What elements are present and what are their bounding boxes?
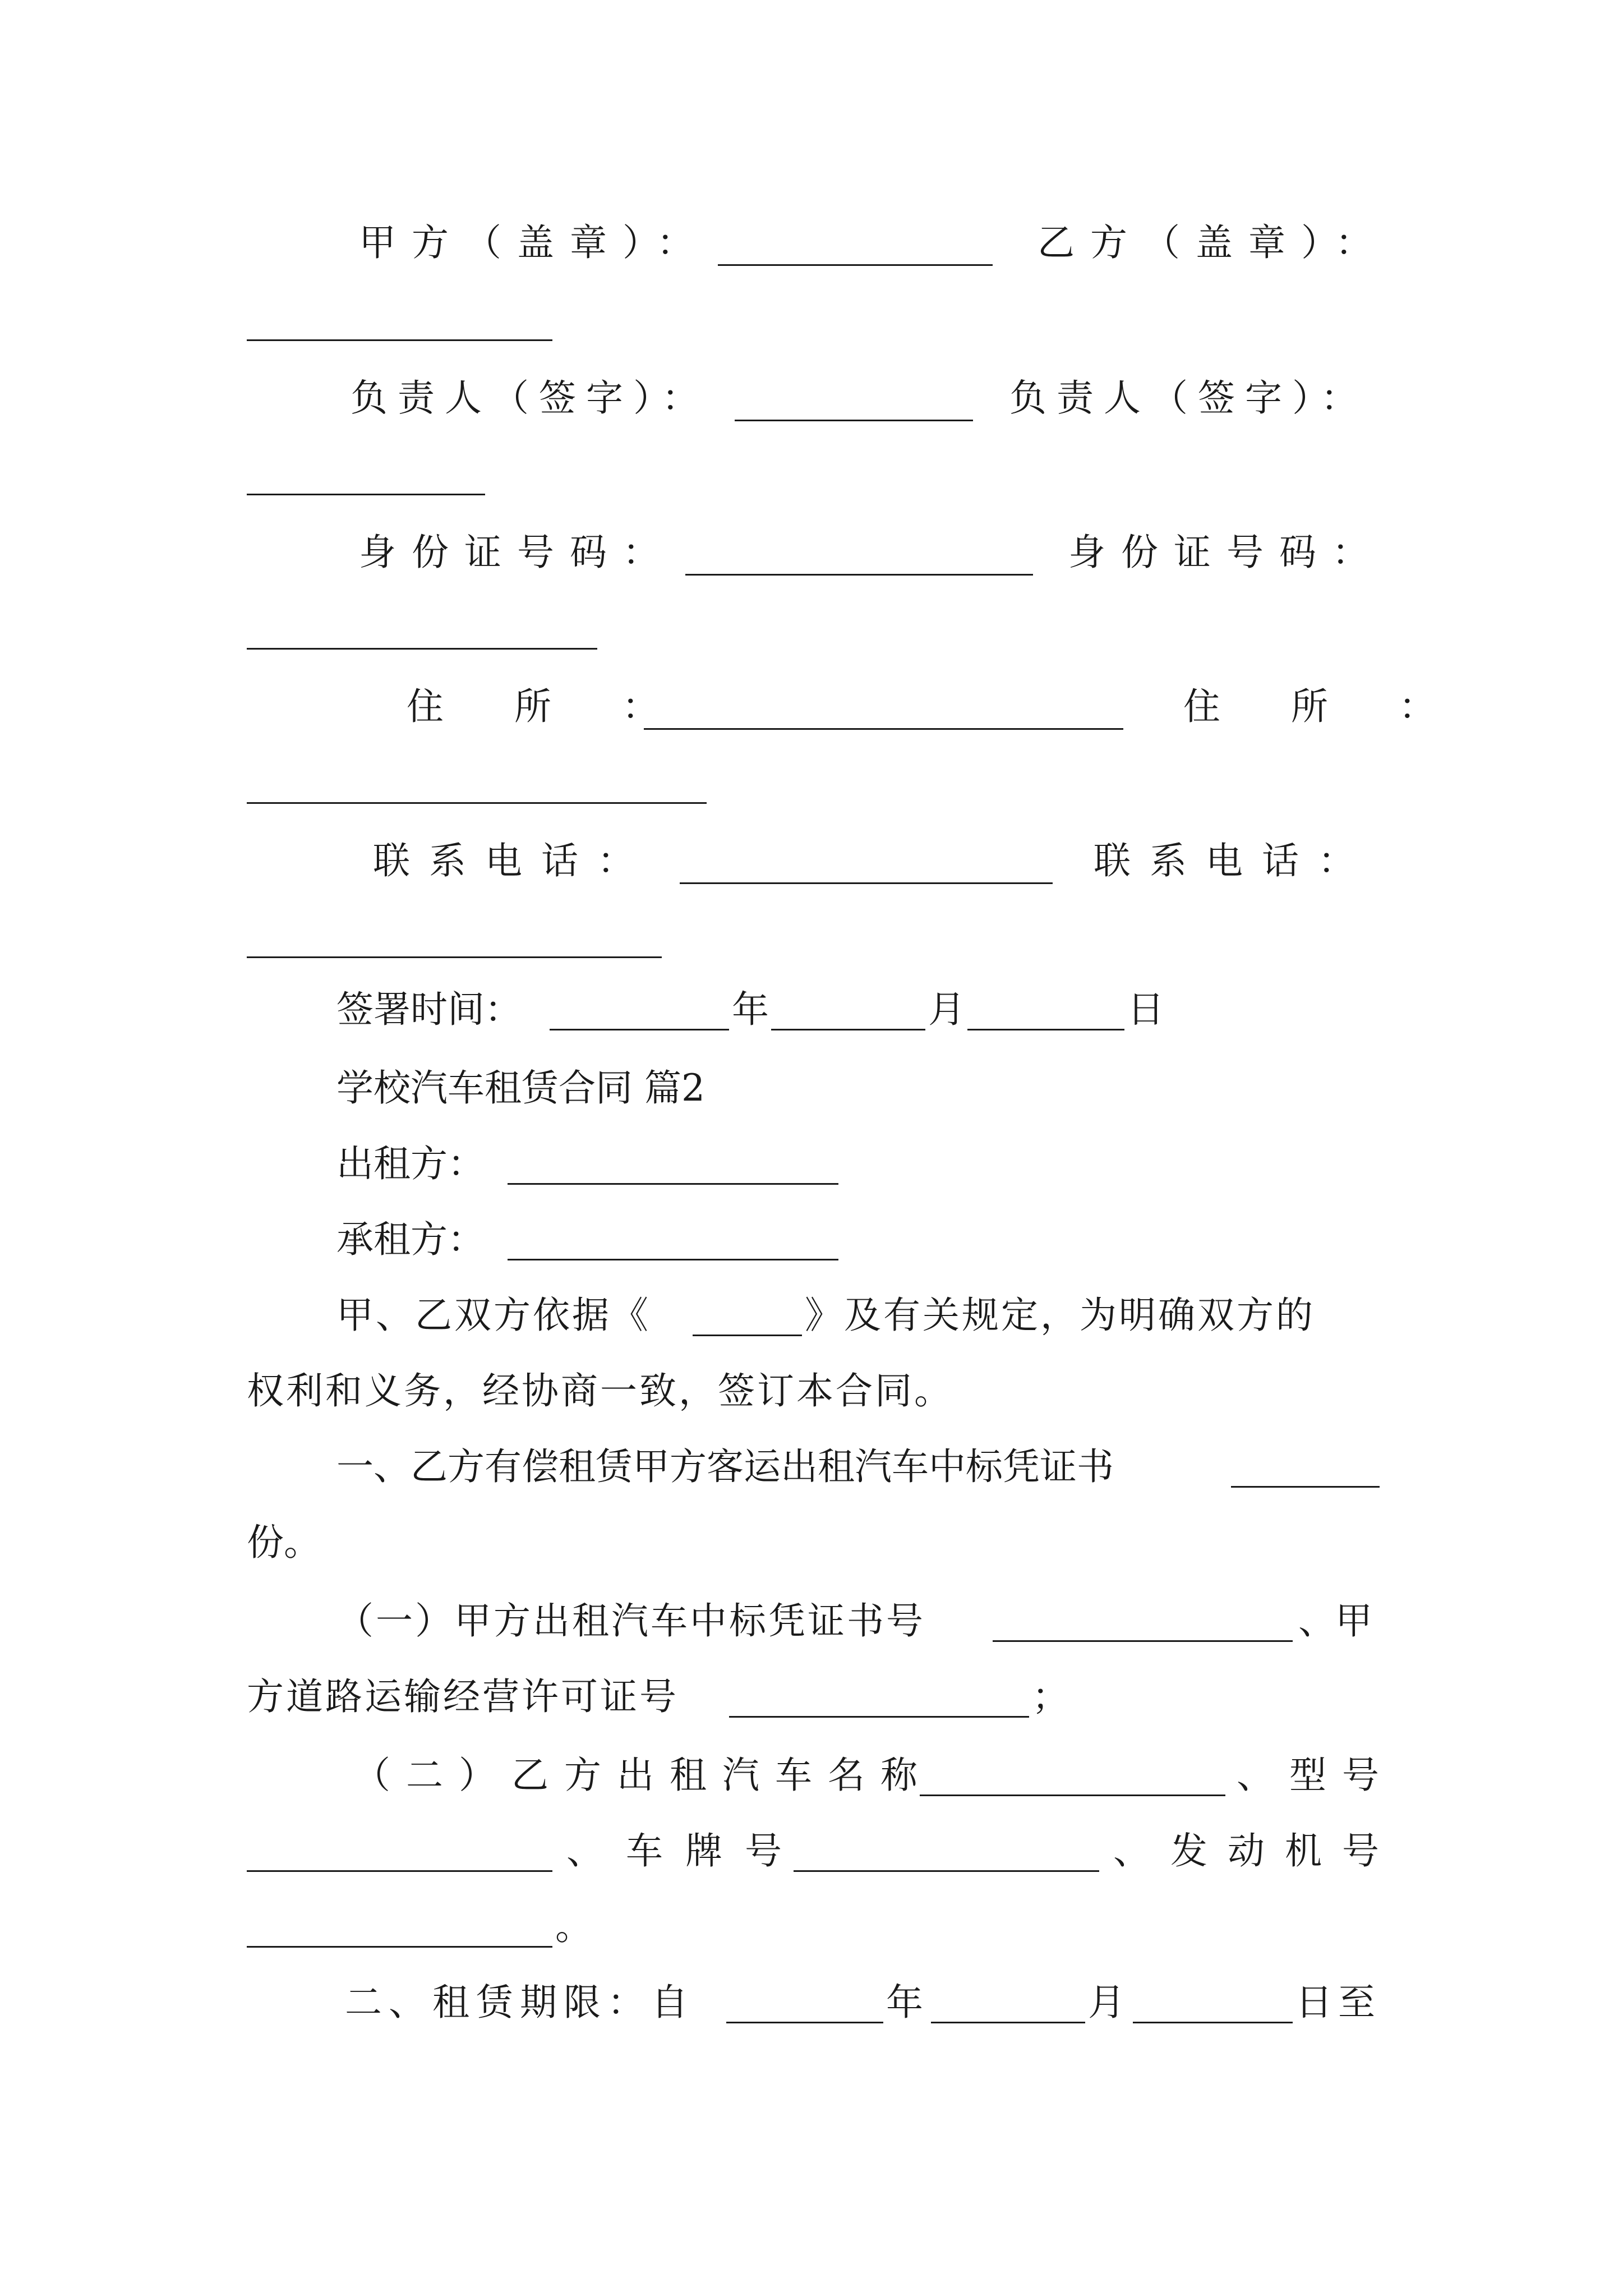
clause1-a: 一、乙方有偿租赁甲方客运出租汽车中标凭证书 [336,1445,1114,1488]
clause2-day-to: 日至 [1295,1981,1381,2024]
lessee-blank [508,1259,838,1260]
engine-no-blank [247,1946,552,1948]
plate-no-blank [794,1870,1099,1872]
phone-line [0,827,1623,895]
clause2-a: 二、租赁期限：自 [345,1981,695,2024]
clause1-2-line-2 [0,1818,1623,1885]
clause2-month: 月 [1088,1981,1125,2024]
clause1-1-line-1 [0,1588,1623,1655]
sign-month-blank [771,1029,925,1030]
address-line [0,673,1623,740]
party-b-id-label: 身份证号码： [1068,531,1385,574]
party-a-addr-blank [644,728,1123,730]
clause1-2d: 、发动机号 [1113,1829,1399,1872]
clause1-1a: （一）甲方出租汽车中标凭证书号 [336,1599,925,1642]
party-b-seal-label: 乙方（盖章）： [1038,221,1388,264]
clause1-1-line-2 [0,1663,1623,1731]
clause1-1c: 方道路运输经营许可证号 [247,1675,679,1718]
clause1-b: 份。 [247,1521,321,1564]
clause1-1d: ； [1032,1675,1069,1718]
lease-start-year-blank [726,2022,883,2023]
lease-start-day-blank [1133,2022,1293,2023]
seal-line [0,209,1623,277]
clause1-2c: 、车牌号 [566,1829,804,1872]
clause1-1b: 、甲 [1298,1599,1372,1642]
party-b-rep-label: 负责人（签字）： [1009,376,1368,420]
preamble-1b: 》及有关规定，为明确双方的 [805,1294,1315,1337]
sign-year-unit: 年 [732,988,769,1031]
party-b-rep-blank [247,494,485,495]
clause1-2-line-1 [0,1742,1623,1809]
party-b-phone-label: 联系电话： [1094,839,1374,882]
party-a-seal-blank [718,264,993,266]
party-a-id-blank [685,574,1033,576]
certificate-no-blank [993,1640,1293,1642]
contract2-title: 学校汽车租赁合同 篇2 [336,1066,705,1110]
party-a-phone-label: 联系电话： [373,839,653,882]
contract2-title-line [0,1055,1623,1122]
party-b-seal-blank [247,339,552,341]
preamble-line-1 [0,1282,1623,1349]
lessee-label: 承租方： [336,1218,485,1261]
party-a-phone-blank [680,882,1053,884]
sign-date-line [0,976,1623,1043]
lessee-line [0,1206,1623,1273]
party-a-seal-label: 甲方（盖章）： [359,221,709,264]
lease-start-month-blank [931,2022,1085,2023]
preamble-2: 权利和义务，经协商一致，签订本合同。 [247,1369,953,1412]
sign-month-unit: 月 [928,988,965,1031]
sign-date-label: 签署时间： [336,988,522,1031]
party-b-id-blank [247,648,597,650]
preamble-line-2 [0,1358,1623,1425]
sign-day-unit: 日 [1127,988,1164,1031]
clause1-line-1 [0,1433,1623,1501]
preamble-1a: 甲、乙双方依据《 [336,1294,651,1337]
clause1-line-2 [0,1509,1623,1576]
id-line [0,519,1623,586]
clause1-2e: 。 [555,1905,592,1948]
party-a-id-label: 身份证号码： [359,531,675,574]
clause1-2-line-3 [0,1893,1623,1961]
party-b-phone-blank [247,956,662,958]
car-model-blank [247,1870,552,1872]
sign-year-blank [550,1029,729,1030]
party-b-addr-blank [247,802,707,804]
rep-line [0,365,1623,432]
permit-no-blank [729,1716,1029,1718]
party-b-addr-label: 住 所 ： [1183,685,1453,728]
sign-day-blank [967,1029,1124,1030]
car-name-blank [920,1795,1225,1796]
party-a-rep-blank [735,420,973,421]
clause2-line-1 [0,1969,1623,2036]
lessor-label: 出租方： [336,1142,485,1185]
lessor-blank [508,1183,838,1185]
party-a-rep-label: 负责人（签字）： [351,376,709,420]
preamble-law-blank [693,1335,802,1336]
clause1-count-blank [1231,1486,1380,1488]
clause1-2b: 、型号 [1237,1754,1395,1797]
clause1-2a: （二）乙方出租汽车名称 [353,1754,933,1797]
lessor-line [0,1130,1623,1198]
party-a-addr-label: 住 所 ： [407,685,676,728]
clause2-year: 年 [886,1981,923,2024]
